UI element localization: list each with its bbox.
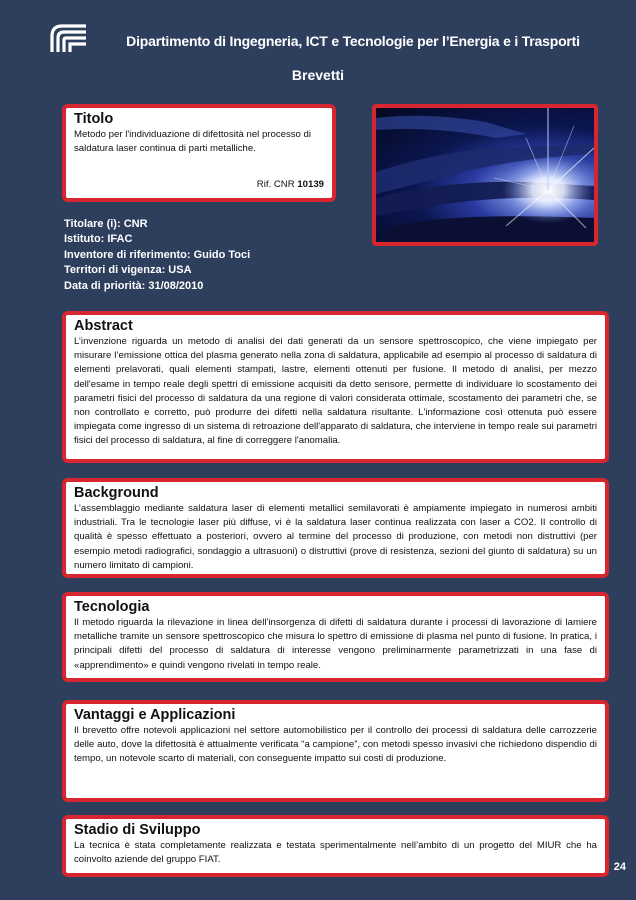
metadata-inventor: Inventore di riferimento: Guido Toci bbox=[64, 248, 251, 261]
page-number: 24 bbox=[613, 861, 626, 873]
department-title: Dipartimento di Ingegneria, ICT e Tecnologie per l’Energia e i Trasporti bbox=[126, 33, 580, 49]
abstract-heading: Abstract bbox=[74, 318, 133, 334]
cnr-reference-label: Rif. CNR bbox=[256, 179, 295, 190]
section-title: Brevetti bbox=[291, 67, 345, 83]
metadata-priority-date: Data di priorità: 31/08/2010 bbox=[64, 279, 204, 292]
title-heading: Titolo bbox=[74, 111, 114, 127]
development-stage-box bbox=[62, 815, 609, 877]
metadata-institute: Istituto: IFAC bbox=[64, 233, 133, 246]
cnr-reference bbox=[257, 179, 324, 190]
advantages-heading: Vantaggi e Applicazioni bbox=[74, 707, 236, 723]
title-box bbox=[62, 104, 336, 202]
cnr-reference-number: 10139 bbox=[297, 179, 324, 190]
technology-heading: Tecnologia bbox=[74, 599, 150, 615]
technology-text: Il metodo riguarda la rilevazione in linea dell'insorgenza di difetti di saldatura durante i processi di lavorazione di lamiere metalliche tramite un sensore spettroscopico che misura lo spettro di emissione di plasma nel punto di fusione. In pratica, i principali difetti del processo di saldatura di interesse vengono preliminarmente parametrizzati in una fase di «apprendimento» e quindi vengono rivelati in tempo reale. bbox=[74, 617, 597, 671]
cnr-logo-icon bbox=[48, 22, 90, 56]
advantages-box bbox=[62, 700, 609, 802]
laser-welding-photo bbox=[372, 104, 598, 246]
title-text: Metodo per l'individuazione di difettosità nel processo di saldatura laser continua di parti metalliche. bbox=[74, 129, 312, 155]
background-heading: Background bbox=[74, 485, 159, 501]
advantages-text: Il brevetto offre notevoli applicazioni nel settore automobilistico per il controllo dei processi di saldatura delle carrozzerie delle auto, dove la difettosità è attualmente verificata “a campione”, con metodi spesso invasivi che richiedono dispendio di tempo, un notevole scarto di materiali, con conseguente impatto sui costi di produzione. bbox=[74, 725, 597, 765]
background-box bbox=[62, 478, 609, 578]
laser-welding-graphic bbox=[376, 108, 594, 242]
development-stage-text: La tecnica è stata completamente realizzata e testata sperimentalmente nell’ambito di un progetto del MIUR che ha coinvolto aziende del gruppo FIAT. bbox=[74, 840, 597, 866]
abstract-text: L’invenzione riguarda un metodo di analisi dei dati generati da un sensore spettroscopico, che viene impiegato per misurare l’emissione ottica del plasma generato nella zona di saldatura, applicabile ad esempio al processo di saldatura di elementi prelavorati, quali elementi stampati, lastre, elementi ottenuti per fusione. Il metodo di analisi, per mezzo dell'esame in tempo reale degli spettri di emissione acquisiti da detto sensore, permette di individuare lo scostamento dei parametri fisici del processo di saldatura da una regione di valori considerata ottimale, scostamento dei parametri che, se non controllato e corretto, può produrre dei difetti nella saldatura risultante. L'informazione così ottenuta può essere impiegata come ingresso di un sistema di retroazione dell'apparato di saldatura, che interviene in tempo reale sui parametri fisici del processo di saldatura, al fine di correggere l'anomalia. bbox=[74, 336, 597, 447]
patent-metadata bbox=[64, 217, 250, 294]
metadata-territories: Territori di vigenza: USA bbox=[64, 264, 192, 277]
development-stage-heading: Stadio di Sviluppo bbox=[74, 822, 201, 838]
background-text: L’assemblaggio mediante saldatura laser di elementi metallici semilavorati è ampiamente impiegato in numerosi ambiti industriali. Tra le tecnologie laser più diffuse, vi è la saldatura laser continua realizzata con laser a CO2. Il controllo di qualità è spesso effettuato a posteriori, ovvero al termine del processo di produzione, con metodi non distruttivi (per esempio metodi radiografici, sondaggio a ultrasuoni) o distruttivi (prove di resistenza, sezioni del giunto di saldatura) su un numero limitato di campioni. bbox=[74, 503, 597, 571]
metadata-holder: Titolare (i): CNR bbox=[64, 218, 148, 230]
abstract-box bbox=[62, 311, 609, 463]
technology-box bbox=[62, 592, 609, 682]
